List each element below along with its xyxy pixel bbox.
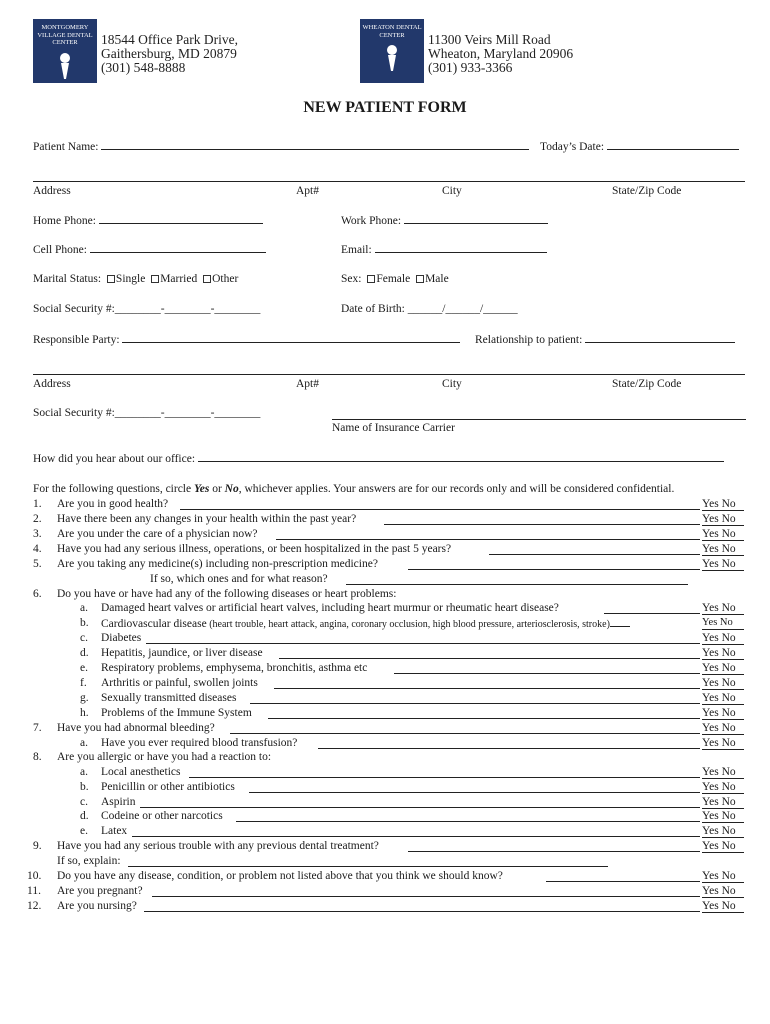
answer-line[interactable] [408, 569, 700, 570]
question-text: Penicillin or other antibiotics [101, 781, 235, 793]
instructions: For the following questions, circle Yes or No, whichever applies. Your answers are for our records only and will be considered confidential. [33, 483, 675, 495]
patient-name-field[interactable]: Patient Name: [33, 140, 529, 153]
question-text: Sexually transmitted diseases [101, 692, 237, 704]
question-text: Codeine or other narcotics [101, 810, 223, 822]
question-text: Respiratory problems, emphysema, bronchitis, asthma etc [101, 662, 368, 674]
address2-line[interactable] [33, 374, 745, 375]
yes-no-choice[interactable]: Yes No [702, 602, 744, 615]
apt-label: Apt# [296, 185, 319, 197]
yes-no-choice[interactable]: Yes No [702, 796, 744, 809]
question-text: Damaged heart valves or artificial heart valves, including heart murmur or rheumatic heart disease? [101, 602, 559, 614]
answer-line[interactable] [384, 524, 700, 525]
address-line[interactable] [33, 181, 745, 182]
question-number: 6. [33, 588, 42, 600]
question-number: 10. [27, 870, 42, 882]
left-address: 18544 Office Park Drive, Gaithersburg, MD 20879 (301) 548-8888 [101, 32, 238, 75]
question-number: a. [80, 602, 88, 614]
question-number: d. [80, 810, 89, 822]
single-checkbox[interactable] [107, 275, 115, 283]
yes-no-choice[interactable]: Yes No [702, 737, 744, 750]
yes-no-choice[interactable]: Yes No [702, 692, 744, 705]
answer-line[interactable] [189, 777, 700, 778]
question-number: a. [80, 766, 88, 778]
answer-line[interactable] [546, 881, 700, 882]
question-text: If so, explain: [57, 855, 121, 867]
answer-line[interactable] [230, 733, 700, 734]
question-number: 5. [33, 558, 42, 570]
apt2-label: Apt# [296, 378, 319, 390]
question-text: Hepatitis, jaundice, or liver disease [101, 647, 263, 659]
question-number: 9. [33, 840, 42, 852]
yes-no-choice[interactable]: Yes No [702, 870, 744, 883]
question-number: 3. [33, 528, 42, 540]
question-text: Local anesthetics [101, 766, 181, 778]
question-number: h. [80, 707, 89, 719]
state-zip2-label: State/Zip Code [612, 378, 682, 390]
insurance-carrier-line[interactable] [332, 419, 746, 420]
answer-line[interactable] [144, 911, 700, 912]
yes-no-choice[interactable]: Yes No [702, 677, 744, 690]
yes-no-choice[interactable]: Yes No [702, 766, 744, 779]
answer-line[interactable] [276, 539, 700, 540]
question-number: f. [80, 677, 87, 689]
question-subtext: (heart trouble, heart attack, angina, coronary occlusion, high blood pressure, arteriosclerosis, stroke) [206, 619, 610, 630]
question-text: Cardiovascular disease (heart trouble, heart attack, angina, coronary occlusion, high blood pressure, arteriosclerosis, stroke) [101, 617, 630, 630]
answer-line[interactable] [394, 673, 700, 674]
question-text: Are you pregnant? [57, 885, 143, 897]
answer-line[interactable] [408, 851, 700, 852]
question-number: a. [80, 737, 88, 749]
ssn2-field[interactable]: Social Security #:________-________-________ [33, 407, 261, 419]
yes-no-choice[interactable]: Yes No [702, 632, 744, 645]
answer-line[interactable] [274, 688, 700, 689]
question-number: 4. [33, 543, 42, 555]
question-text: If so, which ones and for what reason? [150, 573, 328, 585]
yes-no-choice[interactable]: Yes No [702, 543, 744, 556]
state-zip-label: State/Zip Code [612, 185, 682, 197]
question-text: Are you in good health? [57, 498, 169, 510]
wheaton-logo [360, 19, 424, 83]
yes-no-choice[interactable]: Yes No [702, 840, 744, 853]
work-phone-field[interactable]: Work Phone: [341, 214, 548, 227]
yes-no-choice[interactable]: Yes No [702, 825, 744, 838]
insurance-carrier-label: Name of Insurance Carrier [332, 422, 455, 434]
cell-phone-field[interactable]: Cell Phone: [33, 243, 266, 256]
question-text: Do you have or have had any of the following diseases or heart problems: [57, 588, 397, 600]
male-checkbox[interactable] [416, 275, 424, 283]
montgomery-village-logo [33, 19, 97, 83]
yes-no-choice[interactable]: Yes No [702, 900, 744, 913]
dob-field[interactable]: Date of Birth: ______/______/______ [341, 303, 518, 315]
question-number: 1. [33, 498, 42, 510]
address-label: Address [33, 185, 71, 197]
yes-no-choice[interactable]: Yes No [702, 810, 744, 823]
answer-line[interactable] [318, 748, 700, 749]
todays-date-field[interactable]: Today’s Date: [540, 140, 739, 153]
marital-status-field: Marital Status: Single Married Other [33, 273, 239, 285]
yes-no-choice[interactable]: Yes No [702, 513, 744, 526]
question-number: d. [80, 647, 89, 659]
question-number: e. [80, 825, 88, 837]
question-number: c. [80, 796, 88, 808]
answer-line[interactable] [249, 792, 700, 793]
question-number: e. [80, 662, 88, 674]
answer-line[interactable] [268, 718, 700, 719]
yes-no-choice[interactable]: Yes No [702, 647, 744, 660]
yes-no-choice[interactable]: Yes No [702, 662, 744, 675]
answer-line[interactable] [180, 509, 700, 510]
married-checkbox[interactable] [151, 275, 159, 283]
question-number: g. [80, 692, 89, 704]
question-number: b. [80, 617, 89, 629]
yes-no-choice[interactable]: Yes No [702, 781, 744, 794]
yes-no-choice[interactable]: Yes No [702, 528, 744, 541]
yes-no-choice[interactable]: Yes No [702, 722, 744, 735]
relationship-field[interactable]: Relationship to patient: [475, 333, 735, 346]
question-text: Arthritis or painful, swollen joints [101, 677, 258, 689]
answer-line[interactable] [152, 896, 700, 897]
right-logo-text: WHEATON DENTAL CENTER [362, 24, 422, 39]
city-label: City [442, 185, 462, 197]
question-number: 7. [33, 722, 42, 734]
torch-icon [55, 51, 75, 81]
answer-line[interactable] [236, 821, 700, 822]
right-address: 11300 Veirs Mill Road Wheaton, Maryland 20906 (301) 933-3366 [428, 32, 574, 75]
question-number: 8. [33, 751, 42, 763]
question-text: Have you ever required blood transfusion? [101, 737, 298, 749]
torch-icon [382, 43, 402, 73]
address2-label: Address [33, 378, 71, 390]
city2-label: City [442, 378, 462, 390]
home-phone-field[interactable]: Home Phone: [33, 214, 263, 227]
hear-about-field[interactable]: How did you hear about our office: [33, 452, 724, 465]
yes-no-choice[interactable]: Yes No [702, 617, 744, 630]
yes-no-choice[interactable]: Yes No [702, 885, 744, 898]
yes-no-choice[interactable]: Yes No [702, 558, 744, 571]
answer-line[interactable] [279, 658, 700, 659]
left-logo-text: MONTGOMERY VILLAGE DENTAL CENTER [37, 24, 93, 46]
question-number: 11. [27, 885, 41, 897]
responsible-party-field[interactable]: Responsible Party: [33, 333, 460, 346]
yes-no-choice[interactable]: Yes No [702, 707, 744, 720]
question-number: 2. [33, 513, 42, 525]
question-text: Problems of the Immune System [101, 707, 252, 719]
question-text: Have you had any serious illness, operations, or been hospitalized in the past 5 years? [57, 543, 452, 555]
answer-line[interactable] [128, 866, 608, 867]
question-number: c. [80, 632, 88, 644]
answer-line[interactable] [604, 613, 700, 614]
question-text: Have you had abnormal bleeding? [57, 722, 215, 734]
email-field[interactable]: Email: [341, 243, 547, 256]
answer-line[interactable] [132, 836, 700, 837]
ssn-field[interactable]: Social Security #:________-________-________ [33, 303, 261, 315]
question-text: Are you nursing? [57, 900, 137, 912]
question-text: Are you under the care of a physician now? [57, 528, 258, 540]
question-text: Aspirin [101, 796, 136, 808]
question-text: Latex [101, 825, 128, 837]
answer-line[interactable] [146, 643, 700, 644]
answer-line[interactable] [346, 584, 688, 585]
other-checkbox[interactable] [203, 275, 211, 283]
page-title: NEW PATIENT FORM [303, 99, 467, 116]
female-checkbox[interactable] [367, 275, 375, 283]
question-text: Do you have any disease, condition, or problem not listed above that you think we should know? [57, 870, 503, 882]
yes-no-choice[interactable]: Yes No [702, 498, 744, 511]
sex-field: Sex: Female Male [341, 273, 449, 285]
question-text: Are you taking any medicine(s) including non-prescription medicine? [57, 558, 378, 570]
question-text: Have you had any serious trouble with any previous dental treatment? [57, 840, 379, 852]
answer-line[interactable] [250, 703, 700, 704]
question-text: Are you allergic or have you had a reaction to: [57, 751, 272, 763]
question-text: Have there been any changes in your health within the past year? [57, 513, 357, 525]
question-number: 12. [27, 900, 42, 912]
question-number: b. [80, 781, 89, 793]
answer-line[interactable] [489, 554, 700, 555]
answer-line[interactable] [140, 807, 700, 808]
question-text: Diabetes [101, 632, 142, 644]
